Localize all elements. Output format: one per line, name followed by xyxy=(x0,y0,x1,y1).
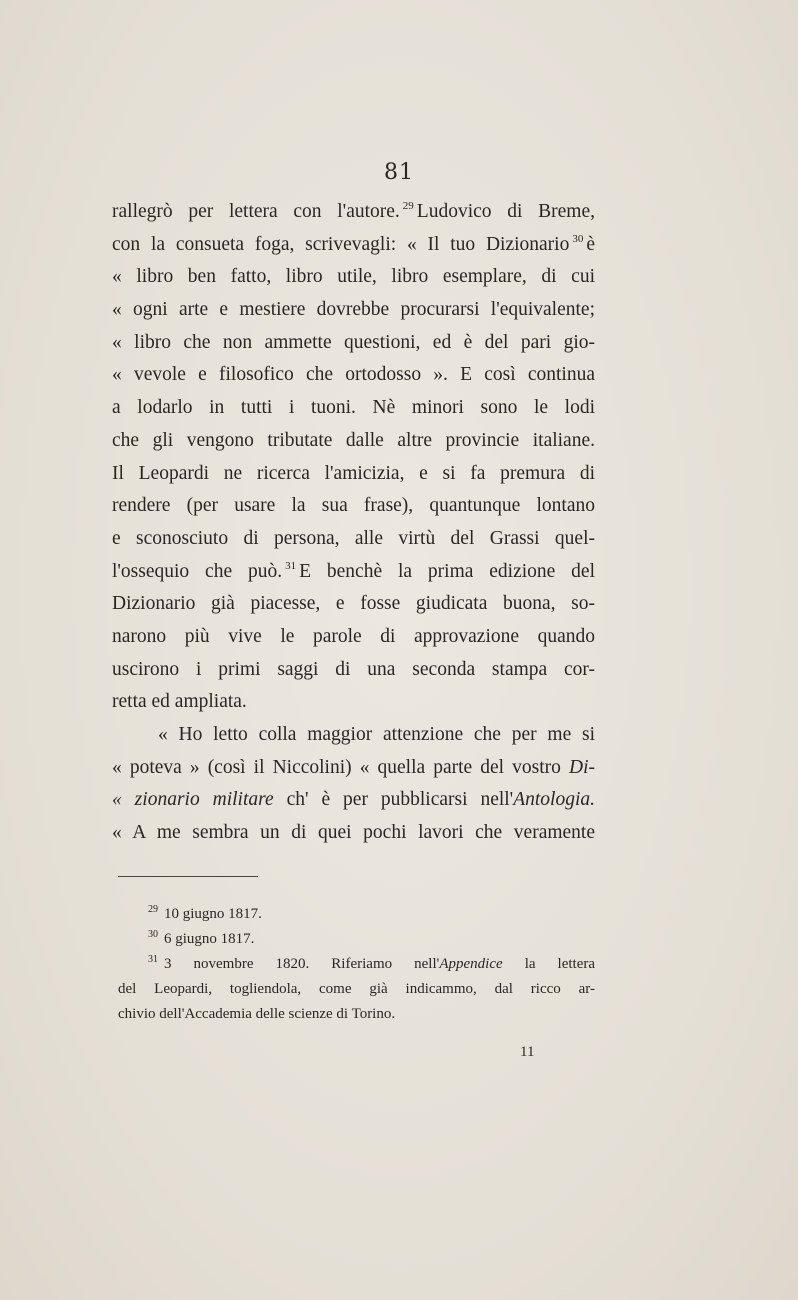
text-line: « Ho letto colla maggior attenzione che per me si xyxy=(158,724,595,745)
footnote-ref: 30 xyxy=(572,232,584,245)
text-line: « libro che non ammette questioni, ed è del pari gio- xyxy=(112,331,595,353)
text-line: Dizionario già piacesse, e fosse giudicata buona, so- xyxy=(112,593,595,615)
footnote: $^{31}$ 3 novembre 1820. Riferiamo nell'Appendice la lettera xyxy=(148,954,595,972)
text-line: con la consueta foga, scrivevagli: « Il tuo Dizionario $^{30}$ è xyxy=(112,232,595,255)
footnote-ref: 31 xyxy=(285,559,297,572)
footnote-separator xyxy=(118,876,258,877)
text-line: « ogni arte e mestiere dovrebbe procurarsi l'equivalente; xyxy=(112,299,595,321)
text-line: « vevole e filosofico che ortodosso ». E così continua xyxy=(112,364,595,386)
footnote: $^{29}$ 10 giugno 1817. xyxy=(148,904,262,922)
footnote-continuation: del Leopardi, togliendola, come già indicammo, dal ricco ar- xyxy=(118,981,595,997)
text-line: retta ed ampliata. xyxy=(112,691,247,713)
text-line: a lodarlo in tutti i tuoni. Nè minori sono le lodi xyxy=(112,397,595,419)
text-line: che gli vengono tributate dalle altre provincie italiane. xyxy=(112,429,595,451)
footnote: $^{30}$ 6 giugno 1817. xyxy=(148,929,255,947)
footnote-continuation: chivio dell'Accademia delle scienze di Torino. xyxy=(118,1006,396,1022)
text-line: rendere (per usare la sua frase), quantunque lontano xyxy=(112,495,595,517)
text-line: narono più vive le parole di approvazione quando xyxy=(112,625,595,647)
text-line: uscirono i primi saggi di una seconda stampa cor- xyxy=(112,658,595,680)
text-line: Il Leopardi ne ricerca l'amicizia, e si fa premura di xyxy=(112,462,595,484)
body-text xyxy=(112,196,595,850)
text-line: « zionario militare ch' è per pubblicarsi nell'Antologia. xyxy=(112,789,595,811)
signature-mark: 11 xyxy=(520,1044,535,1060)
text-line: « libro ben fatto, libro utile, libro esemplare, di cui xyxy=(112,266,595,288)
text-line: rallegrò per lettera con l'autore. $^{29}$ Ludovico di Breme, xyxy=(112,200,595,222)
text-line: l'ossequio che può. $^{31}$ E benchè la prima edizione del xyxy=(112,559,595,582)
footnotes xyxy=(118,902,595,1027)
page-number: 81 xyxy=(384,160,414,185)
text-line: e sconosciuto di persona, alle virtù del Grassi quel- xyxy=(112,527,595,549)
footnote-ref: 29 xyxy=(402,200,414,212)
text-line: « A me sembra un di quei pochi lavori che veramente xyxy=(112,822,595,844)
text-line: « poteva » (così il Niccolini) « quella parte del vostro Di- xyxy=(112,756,595,778)
